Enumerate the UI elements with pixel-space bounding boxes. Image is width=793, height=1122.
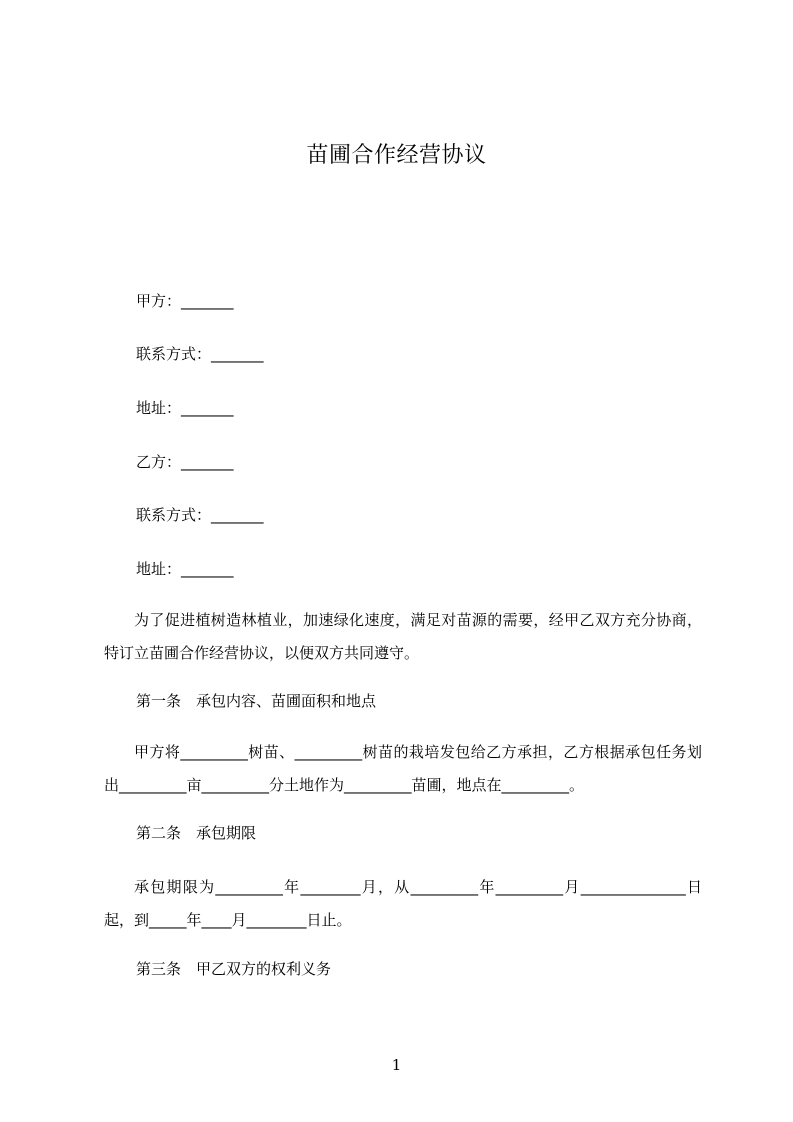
article-3-heading: 第三条 甲乙双方的权利义务 [136,960,332,978]
party-a-address: 地址：_______ [136,399,234,417]
party-a-name: 甲方：_______ [136,292,234,310]
party-a-contact: 联系方式：_______ [136,345,264,363]
preamble-paragraph: 为了促进植树造林植业，加速绿化速度，满足对苗源的需要，经甲乙双方充分协商，特订立苗圃合作经营协议，以便双方共同遵守。 [104,611,702,662]
article-2-heading: 第二条 承包期限 [136,824,257,842]
article-2-body: 承包期限为_________年________月，从_________年_________月______________日起，到_____年____月________日止。 [104,878,702,929]
article-1-heading: 第一条 承包内容、苗圃面积和地点 [136,692,377,710]
document-title: 苗圃合作经营协议 [306,143,487,168]
article-1-body: 甲方将_________树苗、_________树苗的栽培发包给乙方承担，乙方根据承包任务划出_________亩_________分土地作为_________苗圃，地点在_________。 [104,743,702,794]
party-b-address: 地址：_______ [136,560,234,578]
party-b-name: 乙方：_______ [136,453,234,471]
page-number: 1 [391,1056,402,1074]
party-b-contact: 联系方式：_______ [136,506,264,524]
